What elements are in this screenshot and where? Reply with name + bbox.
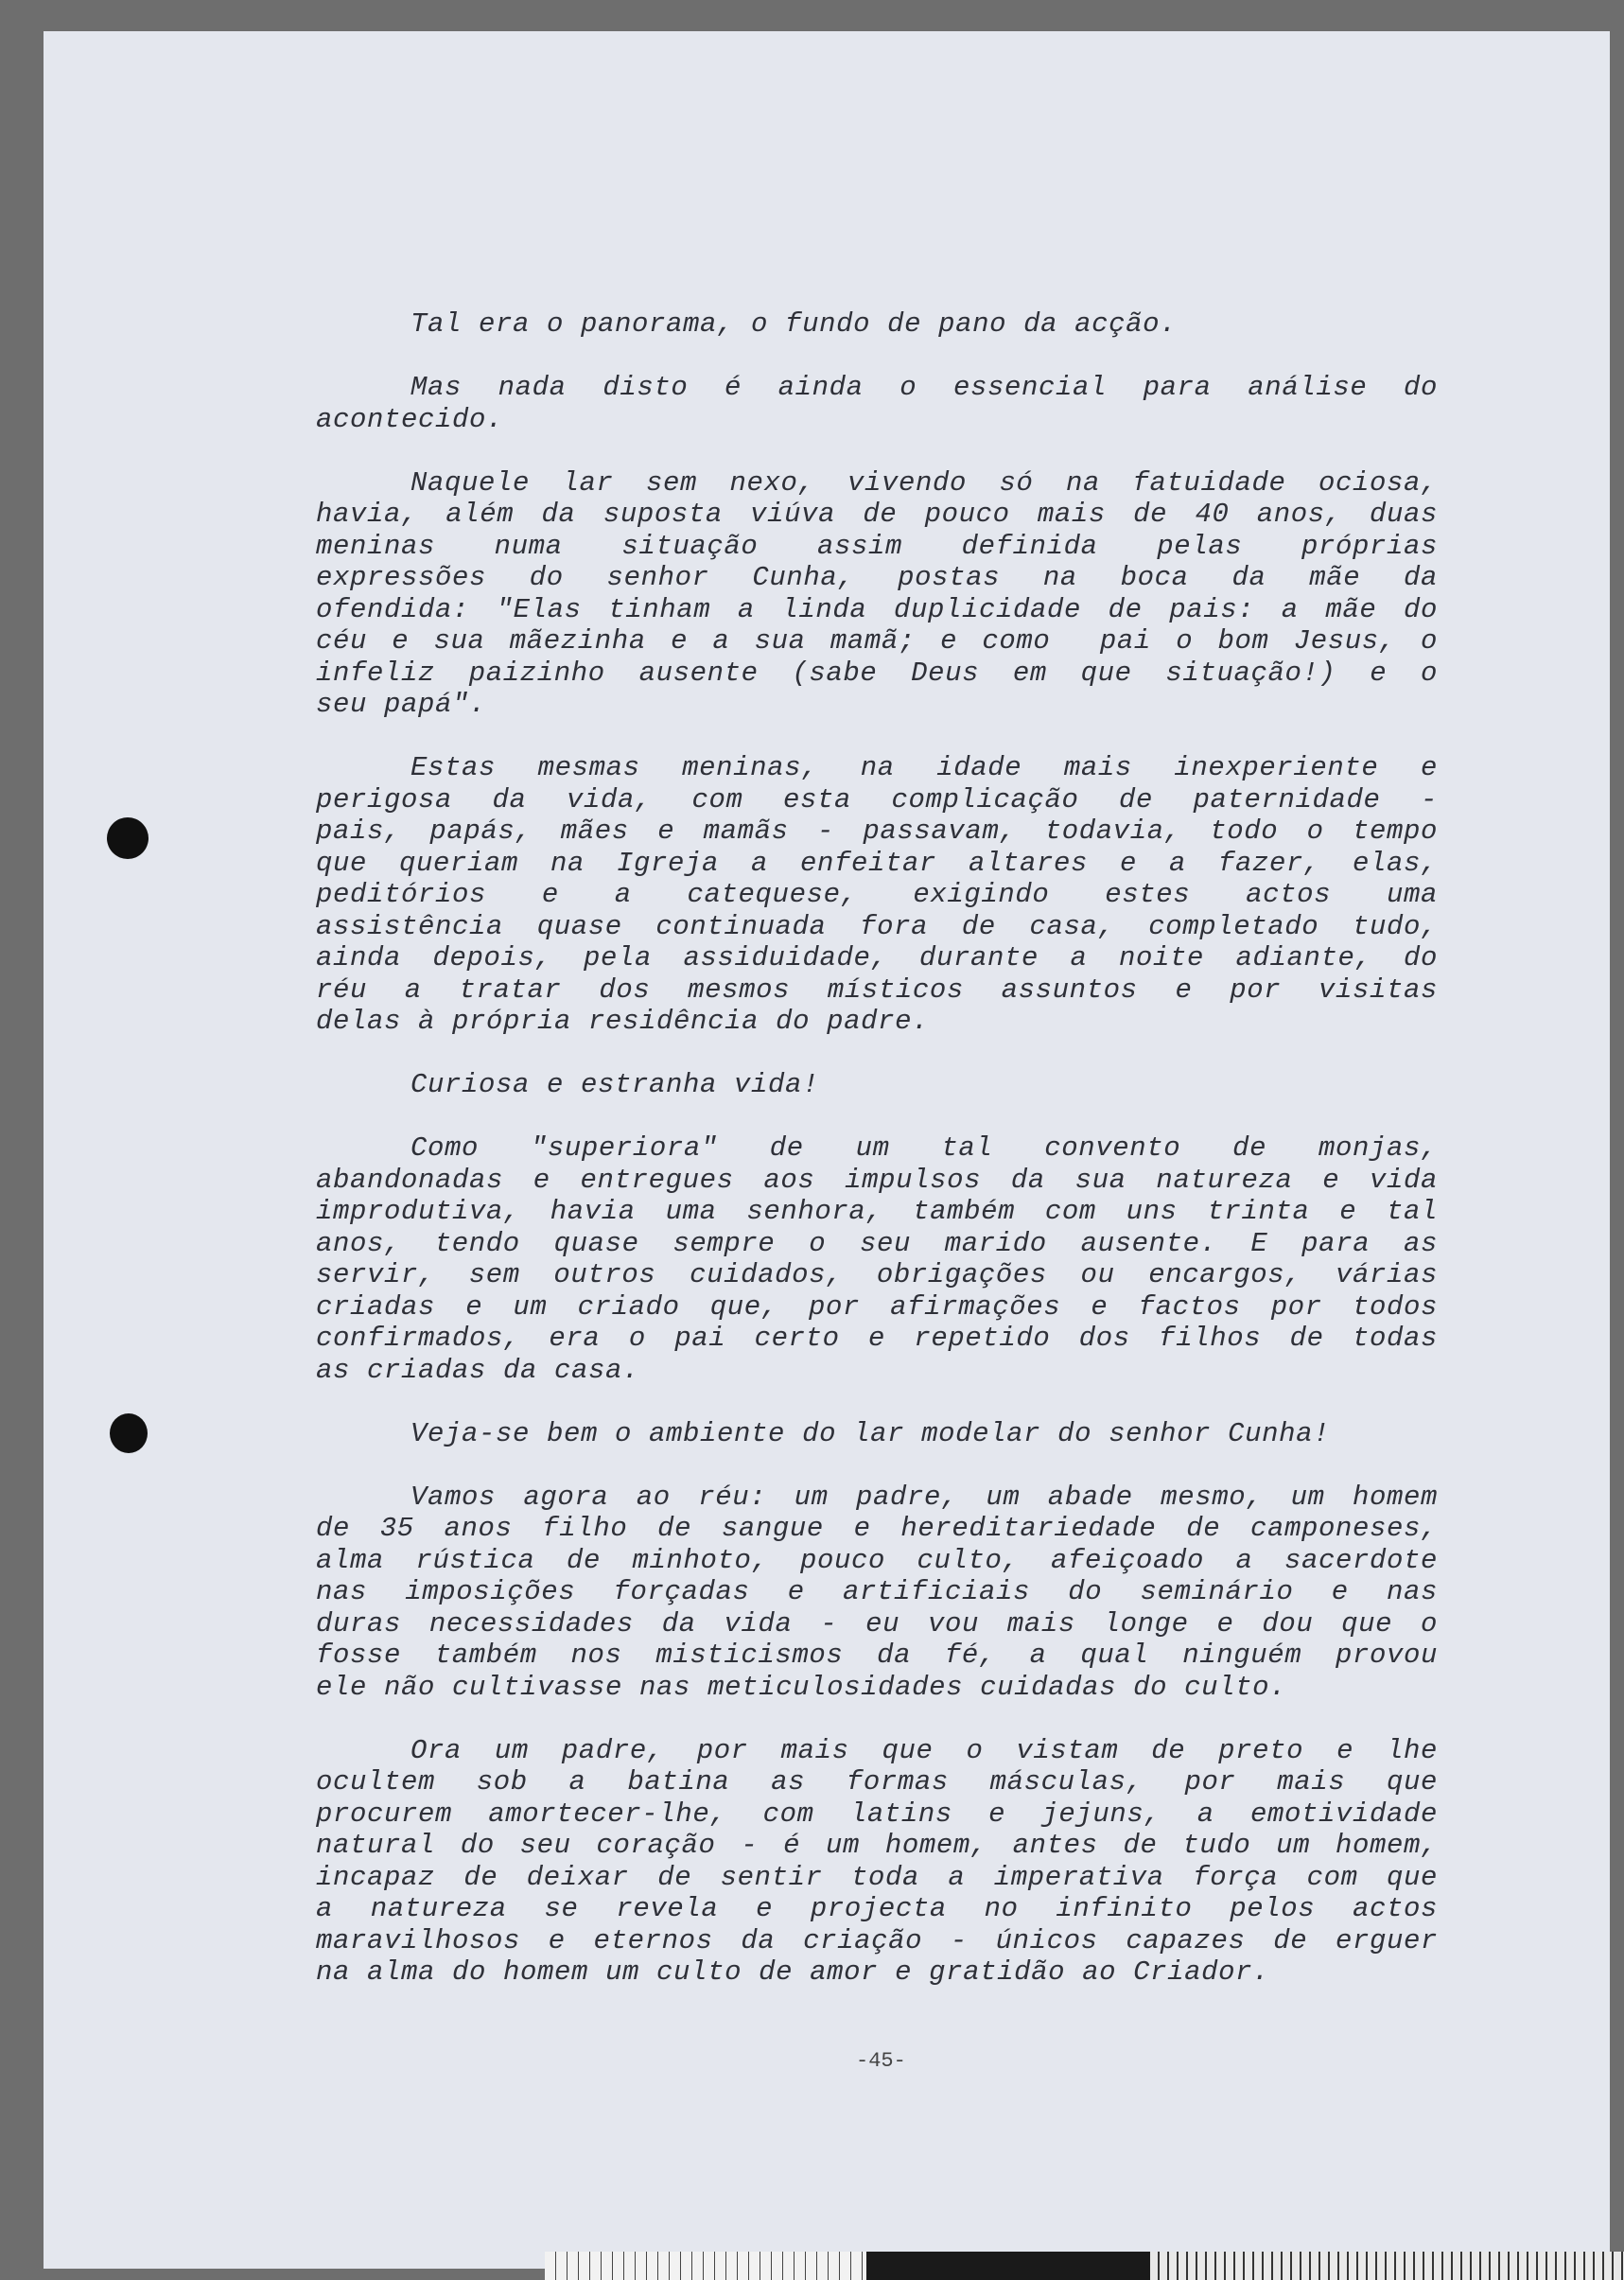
text-line: Naquele lar sem nexo, vivendo só na fatuidade ociosa,: [410, 466, 1438, 499]
text-line: improdutiva, havia uma senhora, também com uns trinta e tal: [316, 1196, 1438, 1227]
text-line: procurem amortecer-lhe, com latins e jejuns, a emotividade: [316, 1798, 1438, 1830]
text-line: anos, tendo quase sempre o seu marido ausente. E para as: [316, 1227, 1438, 1259]
text-line: maravilhosos e eternos da criação - únicos capazes de erguer: [316, 1924, 1438, 1956]
body-text: [316, 308, 1438, 2020]
text-line: céu e sua mãezinha e a sua mamã; e como pai o bom Jesus, o: [316, 625, 1438, 657]
text-line: delas à própria residência do padre.: [316, 1006, 930, 1037]
text-line: na alma do homem um culto de amor e gratidão ao Criador.: [316, 1956, 1270, 1988]
text-line: expressões do senhor Cunha, postas na boca da mãe da: [316, 562, 1438, 593]
text-line: criadas e um criado que, por afirmações e factos por todos: [316, 1290, 1438, 1323]
scan-ruler: [545, 2252, 1624, 2280]
text-line: havia, além da suposta viúva de pouco mais de 40 anos, duas: [316, 499, 1438, 530]
text-line: alma rústica de minhoto, pouco culto, afeiçoado a sacerdote: [316, 1544, 1438, 1576]
paragraph: [316, 1132, 1438, 1386]
text-line: Tal era o panorama, o fundo de pano da acção.: [410, 308, 1178, 340]
text-line: Ora um padre, por mais que o vistam de preto e lhe: [410, 1734, 1438, 1766]
text-line: ocultem sob a batina as formas másculas, por mais que: [316, 1766, 1438, 1798]
text-line: peditórios e a catequese, exigindo estes actos uma: [316, 879, 1438, 910]
text-line: Estas mesmas meninas, na idade mais inexperiente e: [410, 752, 1438, 783]
text-line: que queriam na Igreja a enfeitar altares e a fazer, elas,: [316, 847, 1438, 879]
punch-hole: [107, 817, 148, 859]
text-line: incapaz de deixar de sentir toda a imperativa força com que: [316, 1861, 1438, 1893]
text-line: fosse também nos misticismos da fé, a qual ninguém provou: [316, 1640, 1438, 1671]
text-line: Vamos agora ao réu: um padre, um abade mesmo, um homem: [410, 1481, 1438, 1513]
text-line: perigosa da vida, com esta complicação de paternidade -: [316, 783, 1438, 816]
paragraph: [316, 1069, 1438, 1101]
text-line: Mas nada disto é ainda o essencial para análise do: [410, 372, 1438, 403]
text-line: de 35 anos filho de sangue e hereditariedade de camponeses,: [316, 1513, 1438, 1544]
paragraph: [316, 467, 1438, 721]
text-line: acontecido.: [316, 403, 504, 435]
text-line: ele não cultivasse nas meticulosidades cuidadas do culto.: [316, 1671, 1287, 1703]
punch-hole: [110, 1413, 148, 1453]
paragraph: [316, 1482, 1438, 1704]
text-line: réu a tratar dos mesmos místicos assuntos e por visitas: [316, 973, 1438, 1006]
text-line: confirmados, era o pai certo e repetido dos filhos de todas: [316, 1323, 1438, 1354]
text-line: abandonadas e entregues aos impulsos da sua natureza e vida: [316, 1164, 1438, 1196]
text-line: infeliz paizinho ausente (sabe Deus em que situação!) e o: [316, 657, 1438, 689]
paragraph: [316, 372, 1438, 435]
text-line: a natureza se revela e projecta no infinito pelos actos: [316, 1893, 1438, 1924]
text-line: servir, sem outros cuidados, obrigações ou encargos, várias: [316, 1259, 1438, 1290]
paragraph: [316, 308, 1438, 341]
paragraph: [316, 1418, 1438, 1450]
text-line: duras necessidades da vida - eu vou mais longe e dou que o: [316, 1607, 1438, 1640]
page-number: -45-: [856, 2049, 906, 2073]
text-line: seu papá".: [316, 689, 487, 720]
text-line: ainda depois, pela assiduidade, durante a noite adiante, do: [316, 942, 1438, 973]
text-line: Veja-se bem o ambiente do lar modelar do senhor Cunha!: [410, 1417, 1331, 1449]
paragraph: [316, 752, 1438, 1038]
text-line: ofendida: "Elas tinham a linda duplicidade de pais: a mãe do: [316, 593, 1438, 625]
text-line: pais, papás, mães e mamãs - passavam, todavia, todo o tempo: [316, 816, 1438, 847]
text-line: meninas numa situação assim definida pelas próprias: [316, 530, 1438, 562]
text-line: natural do seu coração - é um homem, antes de tudo um homem,: [316, 1830, 1438, 1861]
text-line: as criadas da casa.: [316, 1354, 640, 1386]
text-line: Curiosa e estranha vida!: [410, 1069, 820, 1100]
text-line: nas imposições forçadas e artificiais do seminário e nas: [316, 1576, 1438, 1607]
text-line: assistência quase continuada fora de casa, completado tudo,: [316, 910, 1438, 942]
paragraph: [316, 1735, 1438, 1989]
text-line: Como "superiora" de um tal convento de monjas,: [410, 1132, 1438, 1164]
